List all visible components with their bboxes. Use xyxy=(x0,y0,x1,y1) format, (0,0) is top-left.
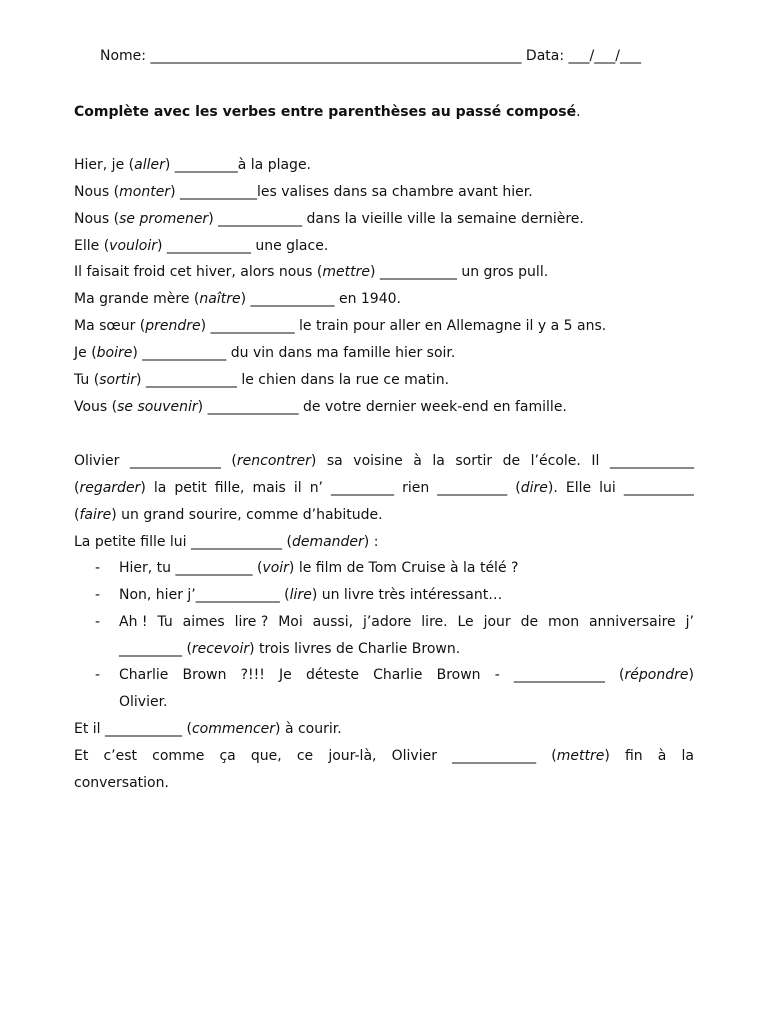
word: la xyxy=(153,480,167,496)
word: __________ xyxy=(623,480,694,496)
verb-infinitive: se promener xyxy=(119,211,209,227)
sentence-text: Elle ( xyxy=(74,238,110,254)
word: aussi, xyxy=(312,614,354,630)
word: jour-là, xyxy=(328,748,377,764)
name-label: Nome: xyxy=(100,48,151,64)
word: lire ? xyxy=(234,614,269,630)
word: l’école. xyxy=(530,453,581,469)
dialogue-dash: - xyxy=(95,560,101,576)
verb-infinitive: aller xyxy=(134,157,165,173)
dialogue-dash: - xyxy=(95,614,101,630)
sentence-text: ) _____________ le chien dans la rue ce matin. xyxy=(135,372,450,388)
word: lui xyxy=(599,480,616,496)
verb-infinitive: monter xyxy=(119,184,171,200)
story-line-6 xyxy=(74,748,694,764)
word: Tu xyxy=(157,614,173,630)
word: ____________ xyxy=(452,748,537,764)
sentence-text: ) ____________ le train pour aller en Allemagne il y a 5 ans. xyxy=(200,318,607,334)
verb-infinitive: se souvenir xyxy=(117,399,198,415)
word: déteste xyxy=(305,667,359,683)
sentence xyxy=(74,345,694,361)
word: il xyxy=(293,480,302,496)
sentence-text: ) ____________ une glace. xyxy=(156,238,329,254)
word: la xyxy=(432,453,445,469)
sentence-text: Ma grande mère ( xyxy=(74,291,200,307)
word: _____________ xyxy=(513,667,605,683)
date-blanks: ___/___/___ xyxy=(568,48,641,64)
verb-infinitive: sortir xyxy=(99,372,136,388)
word: ça xyxy=(219,748,236,764)
sentence-text: Hier, je ( xyxy=(74,157,135,173)
word: lire. xyxy=(421,614,448,630)
word: - xyxy=(494,667,500,683)
sentence-text: ) ____________ en 1940. xyxy=(240,291,401,307)
word: c’est xyxy=(103,748,138,764)
dialogue-dash: - xyxy=(95,667,101,683)
sentence xyxy=(74,372,694,388)
instruction: Complète avec les verbes entre parenthèses au passé composé. xyxy=(74,104,581,120)
word: Charlie xyxy=(373,667,423,683)
word: n’ xyxy=(309,480,324,496)
sentence xyxy=(74,238,694,254)
word: Elle xyxy=(565,480,592,496)
sentence-text: Nous ( xyxy=(74,211,120,227)
word: à xyxy=(657,748,667,764)
verb-infinitive: boire xyxy=(96,345,133,361)
story-line-1 xyxy=(74,453,694,469)
word: anniversaire xyxy=(588,614,676,630)
sentence xyxy=(74,211,694,227)
date-label: Data: xyxy=(521,48,569,64)
dialogue-line-1: Hier, tu ___________ (voir) le film de Tom Cruise à la télé ? xyxy=(119,560,519,576)
sentence-text: ) ____________ du vin dans ma famille hier soir. xyxy=(132,345,456,361)
word: j’adore xyxy=(362,614,412,630)
word: Moi xyxy=(278,614,303,630)
word: (répondre) xyxy=(619,667,694,683)
sentence xyxy=(74,399,694,415)
word: (mettre) xyxy=(551,748,610,764)
word: ce xyxy=(296,748,314,764)
word: de xyxy=(502,453,521,469)
word: (dire). xyxy=(515,480,558,496)
sentence xyxy=(74,318,694,334)
sentence xyxy=(74,184,694,200)
word: _____________ xyxy=(129,453,221,469)
sentence-text: Nous ( xyxy=(74,184,120,200)
sentence xyxy=(74,157,694,173)
word: ?!!! xyxy=(240,667,265,683)
word: voisine xyxy=(353,453,403,469)
word: Je xyxy=(279,667,292,683)
story-line-5: Et il ___________ (commencer) à courir. xyxy=(74,721,342,737)
word: mais xyxy=(252,480,286,496)
word: Le xyxy=(457,614,474,630)
word: (rencontrer) xyxy=(231,453,317,469)
word: Et xyxy=(74,748,89,764)
header-line xyxy=(100,48,641,64)
word: la xyxy=(681,748,694,764)
word: Ah ! xyxy=(119,614,148,630)
dialogue-line-4 xyxy=(119,667,694,683)
sentence-text: Tu ( xyxy=(74,372,100,388)
sentence-text: ) ___________les valises dans sa chambre avant hier. xyxy=(170,184,533,200)
word: fin xyxy=(624,748,643,764)
word: rien xyxy=(402,480,430,496)
word: comme xyxy=(152,748,205,764)
word: Olivier xyxy=(391,748,437,764)
word: j’ xyxy=(685,614,694,630)
sentence-text: ) _________à la plage. xyxy=(164,157,312,173)
word: Brown xyxy=(436,667,481,683)
sentence-text: ) ___________ un gros pull. xyxy=(369,264,549,280)
dialogue-dash: - xyxy=(95,587,101,603)
dialogue-line-3 xyxy=(119,614,694,630)
instruction-text: Complète avec les verbes entre parenthèses au passé composé xyxy=(74,104,577,120)
sentence-text: ) _____________ de votre dernier week-end en famille. xyxy=(197,399,567,415)
word: mon xyxy=(547,614,580,630)
verb-infinitive: mettre xyxy=(322,264,370,280)
word: fille, xyxy=(214,480,245,496)
dialogue-line-3b: _________ (recevoir) trois livres de Charlie Brown. xyxy=(119,641,461,657)
sentence-text: Vous ( xyxy=(74,399,118,415)
word: Olivier xyxy=(74,453,120,469)
dialogue-line-4b: Olivier. xyxy=(119,694,168,710)
word: sortir xyxy=(455,453,493,469)
word: à xyxy=(413,453,422,469)
sentence-text: Il faisait froid cet hiver, alors nous ( xyxy=(74,264,323,280)
word: aimes xyxy=(182,614,225,630)
story-line-4: La petite fille lui _____________ (demander) : xyxy=(74,534,379,550)
sentence-text: Je ( xyxy=(74,345,97,361)
word: ____________ xyxy=(609,453,694,469)
word: __________ xyxy=(437,480,508,496)
word: sa xyxy=(326,453,343,469)
word: (regarder) xyxy=(74,480,146,496)
story-line-3: (faire) un grand sourire, comme d’habitude. xyxy=(74,507,383,523)
sentence-text: ) ____________ dans la vieille ville la semaine dernière. xyxy=(208,211,584,227)
word: petit xyxy=(174,480,207,496)
name-blank: _____________________________________________________ xyxy=(150,48,522,64)
sentence-text: Ma sœur ( xyxy=(74,318,146,334)
word: Il xyxy=(591,453,600,469)
dialogue-line-2: Non, hier j’____________ (lire) un livre très intéressant… xyxy=(119,587,503,603)
verb-infinitive: vouloir xyxy=(109,238,157,254)
word: que, xyxy=(250,748,282,764)
word: _________ xyxy=(331,480,395,496)
sentence xyxy=(74,291,694,307)
story-line-2 xyxy=(74,480,694,496)
verb-infinitive: naître xyxy=(199,291,241,307)
sentence xyxy=(74,264,694,280)
word: jour xyxy=(483,614,511,630)
verb-infinitive: prendre xyxy=(145,318,201,334)
word: Brown xyxy=(182,667,227,683)
word: Charlie xyxy=(119,667,169,683)
word: de xyxy=(520,614,539,630)
story-line-7: conversation. xyxy=(74,775,169,791)
